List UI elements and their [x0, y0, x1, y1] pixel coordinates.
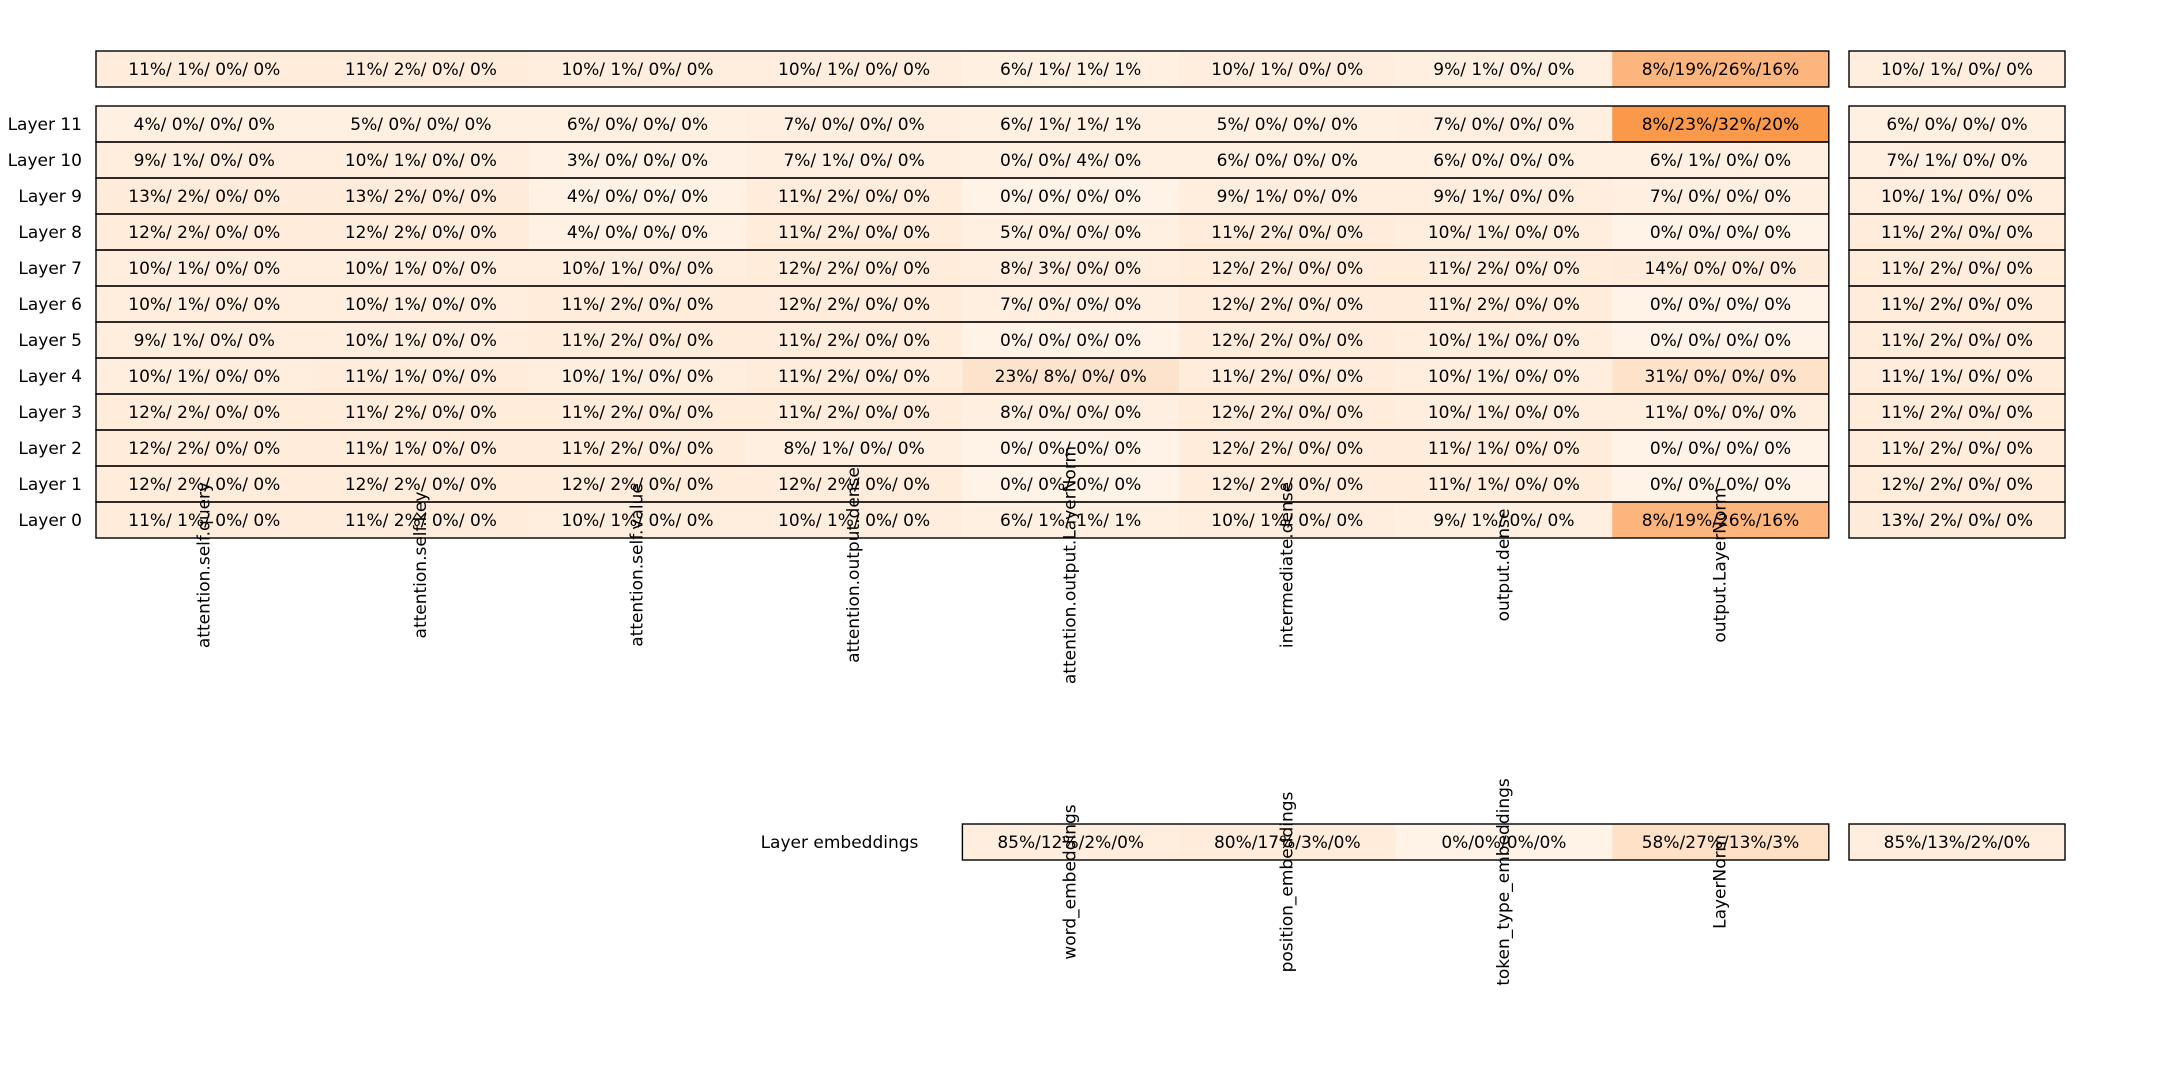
row-label: Layer 7 [18, 259, 82, 279]
row-8-col-7-value: 11%/ 0%/ 0%/ 0% [1644, 403, 1797, 423]
row-1-col-1-value: 10%/ 1%/ 0%/ 0% [344, 151, 497, 171]
row-7-col-4-value: 23%/ 8%/ 0%/ 0% [994, 367, 1147, 387]
row-8-col-6-value: 10%/ 1%/ 0%/ 0% [1427, 403, 1580, 423]
row-5-col-6-value: 11%/ 2%/ 0%/ 0% [1427, 295, 1580, 315]
row-4-col-5-value: 12%/ 2%/ 0%/ 0% [1211, 259, 1364, 279]
column-label: attention.output.LayerNorm [1060, 445, 1081, 685]
row-9-col-2-value: 11%/ 2%/ 0%/ 0% [561, 439, 714, 459]
row-3-col-5-value: 11%/ 2%/ 0%/ 0% [1211, 223, 1364, 243]
row-7-col-5-value: 11%/ 2%/ 0%/ 0% [1211, 367, 1364, 387]
row-11-col-0-value: 11%/ 1%/ 0%/ 0% [128, 511, 281, 531]
embeddings-col-0-value: 85%/12%/2%/0% [997, 833, 1145, 853]
row-10-col-2-value: 12%/ 2%/ 0%/ 0% [561, 475, 714, 495]
row-label: Layer 4 [18, 367, 82, 387]
row-2-col-3-value: 11%/ 2%/ 0%/ 0% [778, 187, 931, 207]
summary-4-value: 6%/ 1%/ 1%/ 1% [1000, 60, 1142, 80]
row-9-col-4-value: 0%/ 0%/ 0%/ 0% [1000, 439, 1142, 459]
row-11-total-value: 13%/ 2%/ 0%/ 0% [1880, 511, 2034, 531]
row-7-total-value: 11%/ 1%/ 0%/ 0% [1880, 367, 2034, 387]
embeddings-column-label: position_embeddings [1277, 791, 1298, 973]
row-11-col-6-value: 9%/ 1%/ 0%/ 0% [1433, 511, 1575, 531]
row-9-col-1-value: 11%/ 1%/ 0%/ 0% [344, 439, 497, 459]
row-7-col-0-value: 10%/ 1%/ 0%/ 0% [128, 367, 281, 387]
row-11-col-7-value: 8%/19%/26%/16% [1641, 511, 1800, 531]
row-6-total-value: 11%/ 2%/ 0%/ 0% [1880, 331, 2034, 351]
row-4-col-6-value: 11%/ 2%/ 0%/ 0% [1427, 259, 1580, 279]
row-4-col-2-value: 10%/ 1%/ 0%/ 0% [561, 259, 714, 279]
row-8-col-1-value: 11%/ 2%/ 0%/ 0% [344, 403, 497, 423]
summary-0-value: 11%/ 1%/ 0%/ 0% [128, 60, 281, 80]
row-0-col-1-value: 5%/ 0%/ 0%/ 0% [350, 115, 492, 135]
row-10-col-4-value: 0%/ 0%/ 0%/ 0% [1000, 475, 1142, 495]
row-2-col-0-value: 13%/ 2%/ 0%/ 0% [128, 187, 281, 207]
row-6-col-3-value: 11%/ 2%/ 0%/ 0% [778, 331, 931, 351]
summary-6-value: 9%/ 1%/ 0%/ 0% [1433, 60, 1575, 80]
row-label: Layer 8 [18, 223, 82, 243]
embeddings-row-label: Layer embeddings [760, 833, 919, 853]
row-10-total-value: 12%/ 2%/ 0%/ 0% [1880, 475, 2034, 495]
row-11-col-2-value: 10%/ 1%/ 0%/ 0% [561, 511, 714, 531]
row-5-col-0-value: 10%/ 1%/ 0%/ 0% [128, 295, 281, 315]
summary-5-value: 10%/ 1%/ 0%/ 0% [1211, 60, 1364, 80]
embeddings-column-label: word_embeddings [1060, 804, 1081, 960]
row-9-col-7-value: 0%/ 0%/ 0%/ 0% [1649, 439, 1792, 459]
row-10-col-3-value: 12%/ 2%/ 0%/ 0% [778, 475, 931, 495]
row-4-col-0-value: 10%/ 1%/ 0%/ 0% [128, 259, 281, 279]
row-label: Layer 1 [18, 475, 82, 495]
row-3-col-7-value: 0%/ 0%/ 0%/ 0% [1649, 223, 1792, 243]
row-2-col-2-value: 4%/ 0%/ 0%/ 0% [566, 187, 709, 207]
row-3-col-0-value: 12%/ 2%/ 0%/ 0% [128, 223, 281, 243]
row-9-col-6-value: 11%/ 1%/ 0%/ 0% [1427, 439, 1580, 459]
row-label: Layer 5 [18, 331, 82, 351]
row-1-col-6-value: 6%/ 0%/ 0%/ 0% [1433, 151, 1575, 171]
row-4-col-7-value: 14%/ 0%/ 0%/ 0% [1644, 259, 1797, 279]
row-2-total-value: 10%/ 1%/ 0%/ 0% [1880, 187, 2034, 207]
row-5-col-7-value: 0%/ 0%/ 0%/ 0% [1649, 295, 1792, 315]
row-10-col-6-value: 11%/ 1%/ 0%/ 0% [1427, 475, 1580, 495]
row-0-col-5-value: 5%/ 0%/ 0%/ 0% [1216, 115, 1358, 135]
row-label: Layer 6 [18, 295, 82, 315]
row-2-col-1-value: 13%/ 2%/ 0%/ 0% [344, 187, 497, 207]
row-11-col-5-value: 10%/ 1%/ 0%/ 0% [1211, 511, 1364, 531]
row-1-col-7-value: 6%/ 1%/ 0%/ 0% [1649, 151, 1792, 171]
row-11-col-1-value: 11%/ 2%/ 0%/ 0% [344, 511, 497, 531]
summary-1-value: 11%/ 2%/ 0%/ 0% [344, 60, 497, 80]
row-6-col-0-value: 9%/ 1%/ 0%/ 0% [133, 331, 275, 351]
row-7-col-7-value: 31%/ 0%/ 0%/ 0% [1644, 367, 1797, 387]
row-5-col-3-value: 12%/ 2%/ 0%/ 0% [778, 295, 931, 315]
column-label: intermediate.dense [1277, 481, 1298, 649]
row-10-col-5-value: 12%/ 2%/ 0%/ 0% [1211, 475, 1364, 495]
column-label: attention.self.value [627, 483, 648, 647]
row-10-col-7-value: 0%/ 0%/ 0%/ 0% [1649, 475, 1792, 495]
row-3-col-2-value: 4%/ 0%/ 0%/ 0% [566, 223, 709, 243]
row-3-col-3-value: 11%/ 2%/ 0%/ 0% [778, 223, 931, 243]
row-0-col-7-value: 8%/23%/32%/20% [1641, 115, 1800, 135]
row-4-col-3-value: 12%/ 2%/ 0%/ 0% [778, 259, 931, 279]
row-1-col-4-value: 0%/ 0%/ 4%/ 0% [1000, 151, 1142, 171]
row-3-col-6-value: 10%/ 1%/ 0%/ 0% [1427, 223, 1580, 243]
row-6-col-2-value: 11%/ 2%/ 0%/ 0% [561, 331, 714, 351]
row-3-total-value: 11%/ 2%/ 0%/ 0% [1880, 223, 2034, 243]
row-3-col-1-value: 12%/ 2%/ 0%/ 0% [344, 223, 497, 243]
row-0-col-4-value: 6%/ 1%/ 1%/ 1% [1000, 115, 1142, 135]
column-label: output.LayerNorm [1710, 487, 1731, 643]
row-9-col-5-value: 12%/ 2%/ 0%/ 0% [1211, 439, 1364, 459]
row-2-col-7-value: 7%/ 0%/ 0%/ 0% [1649, 187, 1792, 207]
row-7-col-1-value: 11%/ 1%/ 0%/ 0% [344, 367, 497, 387]
row-1-col-0-value: 9%/ 1%/ 0%/ 0% [133, 151, 275, 171]
embeddings-total-value: 85%/13%/2%/0% [1883, 833, 2031, 853]
row-0-col-2-value: 6%/ 0%/ 0%/ 0% [566, 115, 709, 135]
row-8-col-4-value: 8%/ 0%/ 0%/ 0% [1000, 403, 1142, 423]
row-9-col-3-value: 8%/ 1%/ 0%/ 0% [783, 439, 925, 459]
row-5-col-2-value: 11%/ 2%/ 0%/ 0% [561, 295, 714, 315]
row-3-col-4-value: 5%/ 0%/ 0%/ 0% [1000, 223, 1142, 243]
row-label: Layer 2 [18, 439, 82, 459]
row-5-col-5-value: 12%/ 2%/ 0%/ 0% [1211, 295, 1364, 315]
column-label: attention.output.dense [844, 467, 865, 663]
summary-2-value: 10%/ 1%/ 0%/ 0% [561, 60, 714, 80]
row-5-col-1-value: 10%/ 1%/ 0%/ 0% [344, 295, 497, 315]
row-9-total-value: 11%/ 2%/ 0%/ 0% [1880, 439, 2034, 459]
row-5-total-value: 11%/ 2%/ 0%/ 0% [1880, 295, 2034, 315]
row-label: Layer 3 [18, 403, 82, 423]
row-2-col-6-value: 9%/ 1%/ 0%/ 0% [1433, 187, 1575, 207]
row-6-col-4-value: 0%/ 0%/ 0%/ 0% [1000, 331, 1142, 351]
row-2-col-4-value: 0%/ 0%/ 0%/ 0% [1000, 187, 1142, 207]
row-label: Layer 0 [18, 511, 82, 531]
row-7-col-6-value: 10%/ 1%/ 0%/ 0% [1427, 367, 1580, 387]
embeddings-col-1-value: 80%/17%/3%/0% [1213, 833, 1361, 853]
row-0-col-0-value: 4%/ 0%/ 0%/ 0% [133, 115, 275, 135]
row-8-col-5-value: 12%/ 2%/ 0%/ 0% [1211, 403, 1364, 423]
row-1-col-5-value: 6%/ 0%/ 0%/ 0% [1216, 151, 1358, 171]
row-6-col-1-value: 10%/ 1%/ 0%/ 0% [344, 331, 497, 351]
embeddings-column-label: LayerNorm [1710, 835, 1731, 929]
row-7-col-2-value: 10%/ 1%/ 0%/ 0% [561, 367, 714, 387]
row-8-total-value: 11%/ 2%/ 0%/ 0% [1880, 403, 2034, 423]
embeddings-col-2-value: 0%/0%/0%/0% [1441, 833, 1567, 853]
row-4-total-value: 11%/ 2%/ 0%/ 0% [1880, 259, 2034, 279]
row-10-col-0-value: 12%/ 2%/ 0%/ 0% [128, 475, 281, 495]
summary-7-value: 8%/19%/26%/16% [1641, 60, 1800, 80]
row-label: Layer 11 [7, 115, 82, 135]
row-4-col-1-value: 10%/ 1%/ 0%/ 0% [344, 259, 497, 279]
embeddings-column-label: token_type_embeddings [1493, 778, 1514, 986]
row-8-col-2-value: 11%/ 2%/ 0%/ 0% [561, 403, 714, 423]
row-11-col-3-value: 10%/ 1%/ 0%/ 0% [778, 511, 931, 531]
summary-3-value: 10%/ 1%/ 0%/ 0% [778, 60, 931, 80]
row-6-col-7-value: 0%/ 0%/ 0%/ 0% [1649, 331, 1792, 351]
row-0-col-6-value: 7%/ 0%/ 0%/ 0% [1433, 115, 1575, 135]
row-6-col-6-value: 10%/ 1%/ 0%/ 0% [1427, 331, 1580, 351]
summary-total-value: 10%/ 1%/ 0%/ 0% [1880, 60, 2034, 80]
row-8-col-3-value: 11%/ 2%/ 0%/ 0% [778, 403, 931, 423]
row-8-col-0-value: 12%/ 2%/ 0%/ 0% [128, 403, 281, 423]
column-label: attention.self.key [410, 491, 431, 639]
row-5-col-4-value: 7%/ 0%/ 0%/ 0% [1000, 295, 1142, 315]
column-label: attention.self.query [194, 481, 215, 649]
row-1-col-3-value: 7%/ 1%/ 0%/ 0% [783, 151, 925, 171]
row-4-col-4-value: 8%/ 3%/ 0%/ 0% [1000, 259, 1142, 279]
row-0-col-3-value: 7%/ 0%/ 0%/ 0% [783, 115, 925, 135]
row-label: Layer 9 [18, 187, 82, 207]
row-2-col-5-value: 9%/ 1%/ 0%/ 0% [1216, 187, 1358, 207]
row-label: Layer 10 [7, 151, 82, 171]
column-label: output.dense [1493, 508, 1514, 622]
row-6-col-5-value: 12%/ 2%/ 0%/ 0% [1211, 331, 1364, 351]
row-0-total-value: 6%/ 0%/ 0%/ 0% [1886, 115, 2028, 135]
row-7-col-3-value: 11%/ 2%/ 0%/ 0% [778, 367, 931, 387]
embeddings-col-3-value: 58%/27%/13%/3% [1641, 833, 1800, 853]
row-9-col-0-value: 12%/ 2%/ 0%/ 0% [128, 439, 281, 459]
row-1-total-value: 7%/ 1%/ 0%/ 0% [1886, 151, 2028, 171]
row-11-col-4-value: 6%/ 1%/ 1%/ 1% [1000, 511, 1142, 531]
row-1-col-2-value: 3%/ 0%/ 0%/ 0% [566, 151, 709, 171]
row-10-col-1-value: 12%/ 2%/ 0%/ 0% [344, 475, 497, 495]
